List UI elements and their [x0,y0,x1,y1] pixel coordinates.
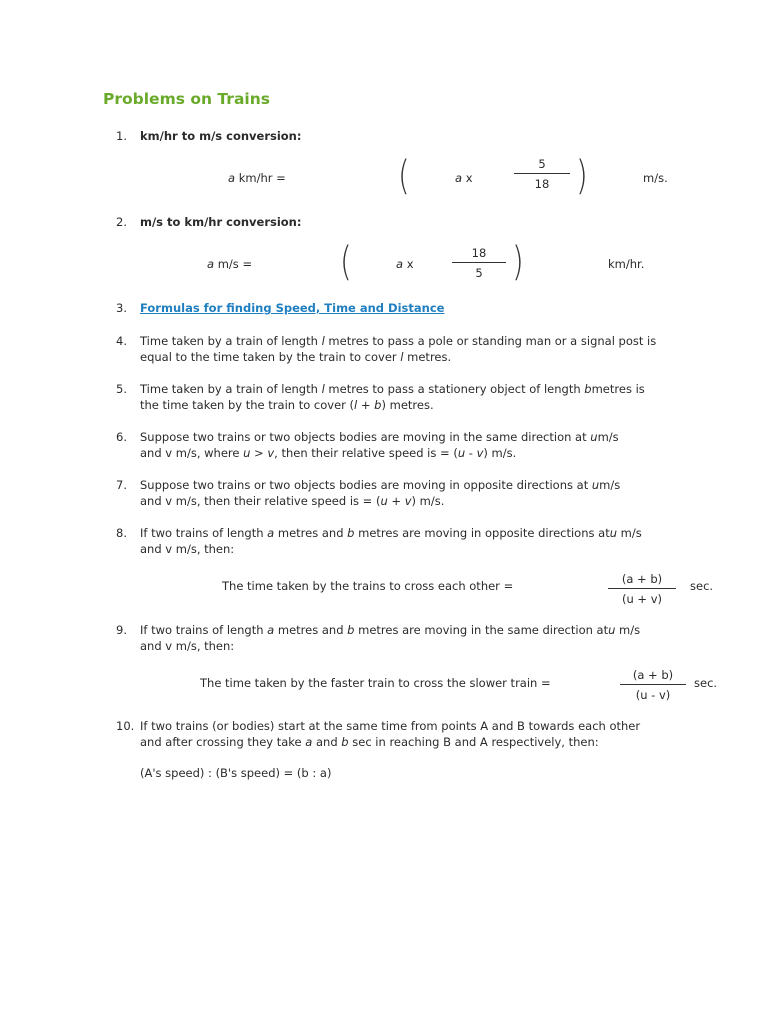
unit-label: sec. [690,579,714,593]
multiplier: a x [396,257,414,271]
unit-label: m/s. [643,171,668,185]
fraction-denominator: (u - v) [635,688,671,702]
fraction-denominator: (u + v) [621,592,662,606]
item-text: Suppose two trains or two objects bodies are moving in the same direction at um/s and v m/s, where u > v, then their relative speed is = (u - v) m/s. [140,430,619,460]
item-number: 2. [116,215,127,229]
item-number: 1. [116,129,127,143]
fraction-numerator: (a + b) [632,668,674,682]
conversion-lhs: a km/hr = [228,171,286,185]
unit-label: sec. [694,676,718,690]
item-number: 8. [116,526,127,540]
formulas-link[interactable]: Formulas for finding Speed, Time and Distance [140,301,445,315]
fraction-denominator: 5 [475,266,483,280]
speed-ratio: (A's speed) : (B's speed) = (b : a) [140,766,332,780]
fraction-denominator: 18 [534,177,550,191]
item-heading: km/hr to m/s conversion: [140,129,302,143]
multiplier: a x [455,171,473,185]
item-number: 10. [116,719,135,733]
right-paren: ) [575,153,588,199]
item-text: If two trains of length a metres and b metres are moving in opposite directions atu m/s and v m/s, then: [140,526,642,556]
conversion-lhs: a m/s = [207,257,253,271]
item-heading: m/s to km/hr conversion: [140,215,302,229]
item-text: If two trains (or bodies) start at the same time from points A and B towards each other and after crossing they take a and b sec in reaching B and A respectively, then: [140,719,641,749]
item-text: Suppose two trains or two objects bodies are moving in opposite directions at um/s and v m/s, then their relative speed is = (u + v) m/s. [140,478,621,508]
formula-label: The time taken by the faster train to cross the slower train = [200,676,551,690]
left-paren: ( [339,239,352,285]
fraction-numerator: 5 [538,157,546,171]
item-number: 7. [116,478,127,492]
time-fraction [620,668,686,702]
right-paren: ) [511,239,524,285]
conversion-fraction [452,246,506,280]
fraction-numerator: 18 [471,246,487,260]
item-number: 6. [116,430,127,444]
item-number: 9. [116,623,127,637]
unit-label: km/hr. [608,257,645,271]
fraction-numerator: (a + b) [621,572,663,586]
item-number: 5. [116,382,127,396]
page-title: Problems on Trains [103,90,270,108]
item-text: If two trains of length a metres and b metres are moving in the same direction atu m/s and v m/s, then: [140,623,641,653]
conversion-fraction [514,157,570,191]
item-text: Time taken by a train of length l metres to pass a stationery object of length bmetres is the time taken by the train to cover (l + b) metres. [140,382,645,412]
left-paren: ( [397,153,410,199]
time-fraction [608,572,676,606]
item-number: 3. [116,301,127,315]
formula-label: The time taken by the trains to cross each other = [222,579,514,593]
item-text: Time taken by a train of length l metres to pass a pole or standing man or a signal post is equal to the time taken by the train to cover l metres. [140,334,657,364]
item-number: 4. [116,334,127,348]
